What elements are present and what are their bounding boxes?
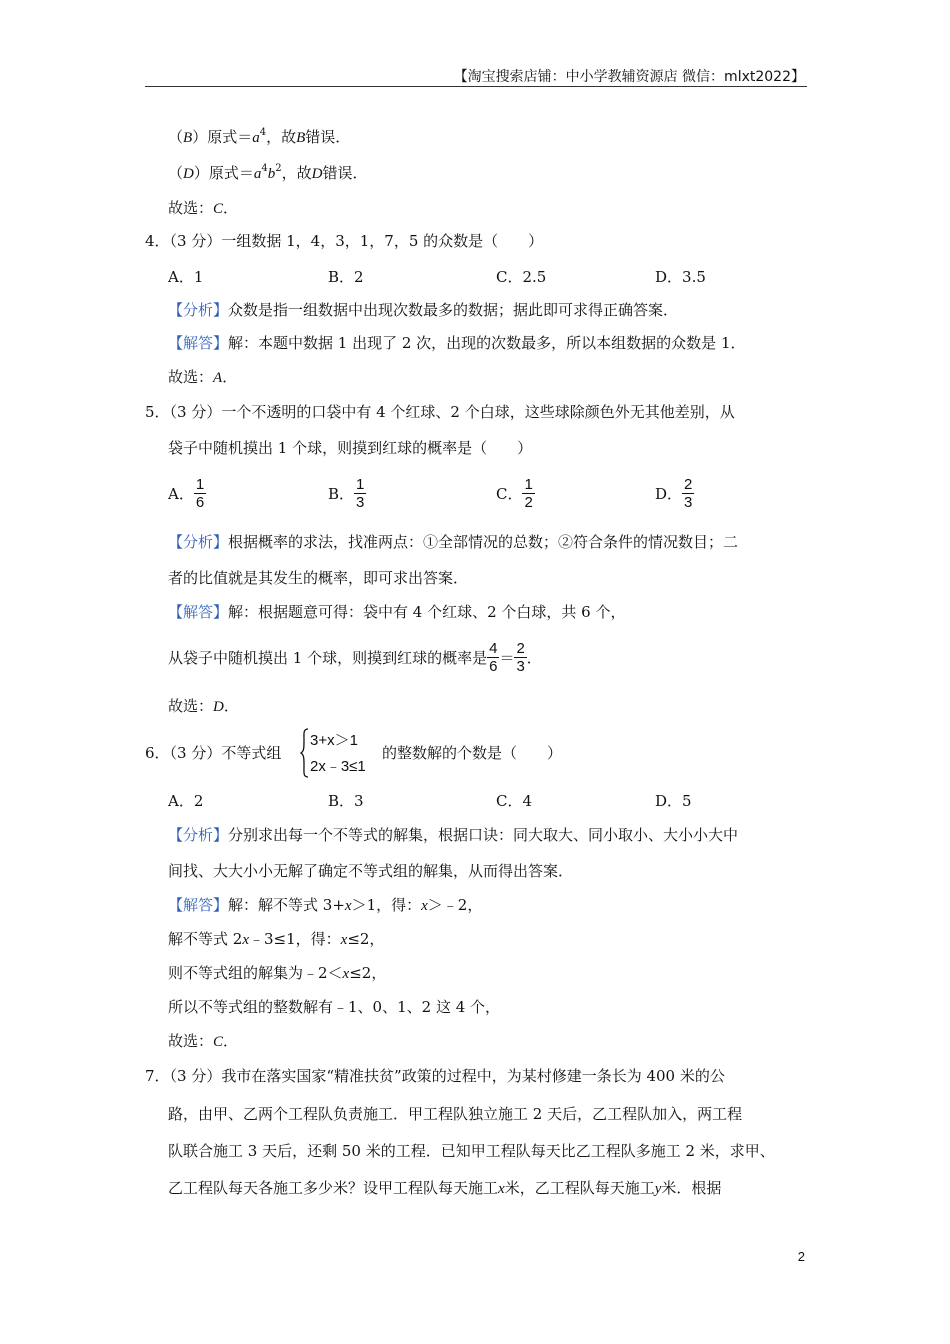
q6-stem-suffix: 的整数解的个数是（ ）	[382, 744, 563, 762]
analysis-tag: 【分析】	[168, 826, 229, 844]
q5-option-a: A． $\frac{1}{6}$	[168, 476, 205, 511]
q6-stem-prefix: 6．（3 分）不等式组	[145, 744, 282, 762]
q6-option-b: B．3	[328, 792, 364, 810]
q6-analysis-line-2: 间找、大大小小无解了确定不等式组的解集，从而得出答案．	[168, 862, 574, 880]
q4-solution: 【解答】解：本题中数据 1 出现了 2 次，出现的次数最多，所以本组数据的众数是 1．	[168, 334, 746, 352]
q6-solution-line-3: 则不等式组的解集为﹣2＜x≤2，	[168, 964, 387, 982]
q4-option-d: D．3.5	[655, 268, 706, 286]
q7-stem-line-4: 乙工程队每天各施工多少米？设甲工程队每天施工x米，乙工程队每天施工y米．根据	[168, 1179, 722, 1197]
q5-stem-line-2: 袋子中随机摸出 1 个球，则摸到红球的概率是（ ）	[168, 439, 533, 457]
solution-tag: 【解答】	[168, 603, 229, 621]
q4-answer: 故选：A．	[168, 368, 238, 386]
q6-solution-line-2: 解不等式 2x﹣3≤1，得：x≤2，	[168, 930, 385, 948]
q6-analysis-line-1: 【分析】分别求出每一个不等式的解集，根据口诀：同大取大、同小取小、大小小大中	[168, 826, 739, 844]
q6-solution-line-1: 【解答】解：解不等式 3+x＞1，得：x＞﹣2，	[168, 896, 483, 914]
inequality-system	[300, 728, 380, 778]
q4-analysis: 【分析】众数是指一组数据中出现次数最多的数据；据此即可求得正确答案．	[168, 301, 679, 319]
inequality-1: 3+x＞1	[310, 732, 358, 749]
q6-solution-line-4: 所以不等式组的整数解有﹣1、0、1、2 这 4 个，	[168, 998, 501, 1016]
left-brace	[300, 728, 310, 778]
page-number: 2	[797, 1249, 805, 1264]
q6-option-a: A．2	[168, 792, 204, 810]
q5-solution-line-2: 从袋子中随机摸出 1 个球，则摸到红球的概率是 $\frac{4}{6}$ ＝ $\frac{2}{3}$ ．	[168, 640, 542, 675]
q4-option-c: C．2.5	[496, 268, 547, 286]
q5-analysis-line-2: 者的比值就是其发生的概率，即可求出答案．	[168, 569, 469, 587]
q7-stem-line-2: 路，由甲、乙两个工程队负责施工．甲工程队独立施工 2 天后，乙工程队加入，两工程	[168, 1105, 743, 1123]
option-d-explanation: （D）原式$=a^4b^2$，故D错误．	[168, 163, 368, 182]
q6-option-d: D．5	[655, 792, 692, 810]
q5-stem-line-1: 5．（3 分）一个不透明的口袋中有 4 个红球、2 个白球，这些球除颜色外无其他差别，从	[145, 403, 735, 421]
option-b-explanation: （B）原式$=a^4$，故B错误．	[168, 127, 351, 146]
q6-option-c: C．4	[496, 792, 533, 810]
solution-tag: 【解答】	[168, 896, 229, 914]
q5-analysis-line-1: 【分析】根据概率的求法，找准两点：①全部情况的总数；②符合条件的情况数目；二	[168, 533, 739, 551]
inequality-2: 2x﹣3≤1	[310, 758, 366, 775]
q7-stem-line-3: 队联合施工 3 天后，还剩 50 米的工程．已知甲工程队每天比乙工程队多施工 2 米，求甲、	[168, 1142, 775, 1160]
solution-tag: 【解答】	[168, 334, 229, 352]
q5-solution-line-1: 【解答】解：根据题意可得：袋中有 4 个红球、2 个白球，共 6 个，	[168, 603, 626, 621]
prev-answer: 故选：C．	[168, 199, 239, 217]
header-rule	[145, 86, 807, 87]
q4-option-a: A．1	[168, 268, 204, 286]
q7-stem-line-1: 7．（3 分）我市在落实国家“精准扶贫”政策的过程中，为某村修建一条长为 400 米的公	[145, 1067, 725, 1085]
q5-option-c: C． $\frac{1}{2}$	[496, 476, 533, 511]
q5-answer: 故选：D．	[168, 697, 239, 715]
q5-option-d: D． $\frac{2}{3}$	[655, 476, 693, 511]
analysis-tag: 【分析】	[168, 301, 229, 319]
analysis-tag: 【分析】	[168, 533, 229, 551]
q4-option-b: B．2	[328, 268, 364, 286]
page-header: 【淘宝搜索店铺：中小学教辅资源店 微信：mlxt2022】	[453, 69, 805, 85]
q5-option-b: B． $\frac{1}{3}$	[328, 476, 365, 511]
q4-stem: 4．（3 分）一组数据 1，4，3，1，7，5 的众数是（ ）	[145, 232, 544, 250]
q6-answer: 故选：C．	[168, 1032, 239, 1050]
